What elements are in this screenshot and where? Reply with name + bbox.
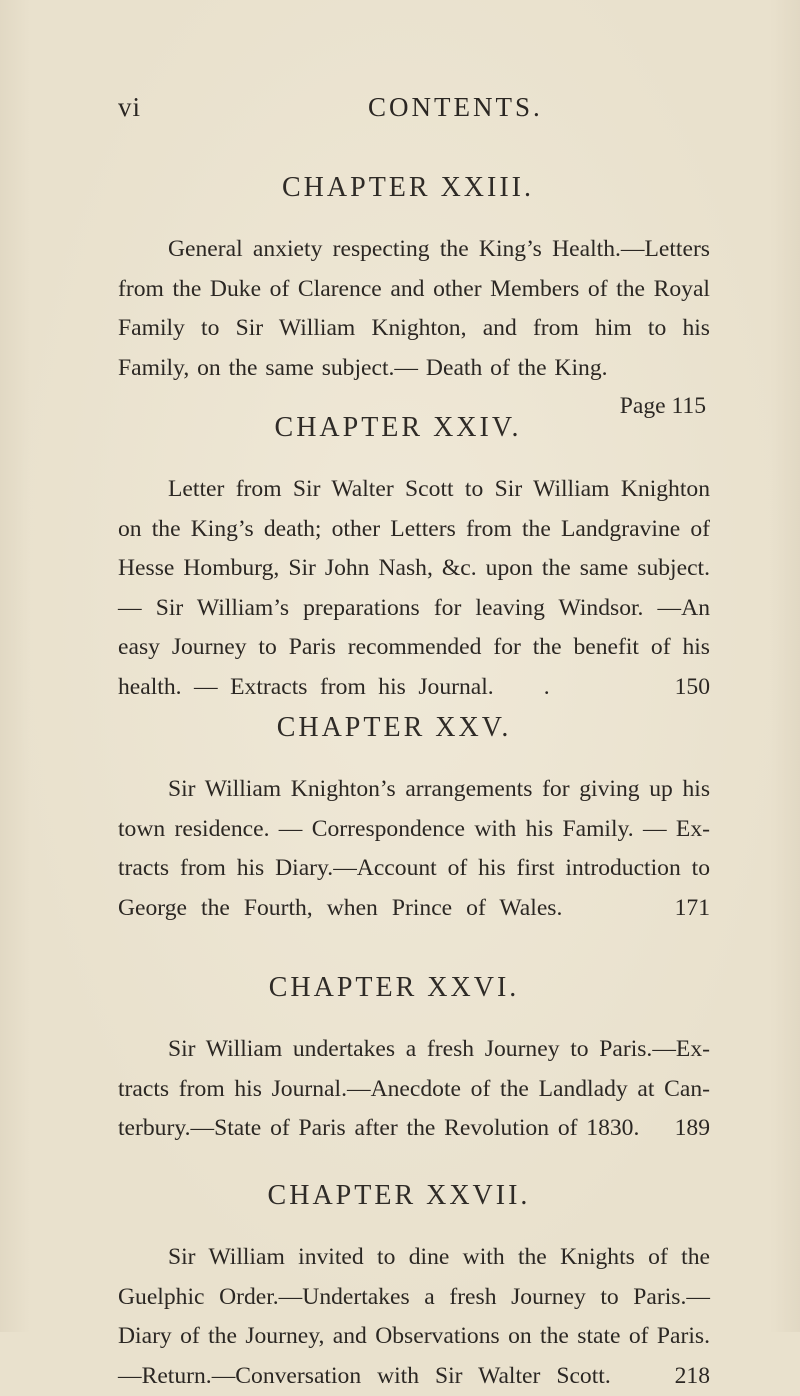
chapter-heading: CHAPTER XXIII. [282,172,534,203]
chapter-entry-xxvi [118,972,710,1149]
chapter-page-ref: 189 [674,1115,710,1141]
running-title: CONTENTS. [368,92,543,122]
chapter-entry-xxvii [118,1180,710,1396]
summary-text: Sir William invited to dine with the Knights of the Guelphic Order.—Undertakes a fresh Journey to Paris.— Diary of the Journey, and Observations on the state of Paris.—Return.—Conversation with Sir Walter Scott. [118,1244,710,1389]
summary-text: Sir William undertakes a fresh Journey to Paris.—Ex- tracts from his Journal.—Anecdote of the Landlady at Can- terbury.—State of Paris after the Revolution of 1830. [118,1036,710,1141]
chapter-summary: General anxiety respecting the King’s Health.—Letters from the Duke of Clarence and other Members of the Royal Family to Sir William Knighton, and from him to his Family, on the same subject.— Death of the King. [118,236,710,381]
chapter-summary: Letter from Sir Walter Scott to Sir William Knighton on the King’s death; other Letters from the Landgravine of Hesse Homburg, Sir John Nash, &c. upon the same subject. — Sir William’s preparations for leaving Windsor. —An easy Journey to Paris recommended for the benefit of his health. — Extracts from his Journal. . 150 [118,476,710,700]
summary-text: Sir William Knighton’s arrangements for giving up his town residence. — Correspondence with his Family. — Ex- tracts from his Diary.—Account of his first introduction to George the Fourth, when Prince of Wales. [118,776,710,921]
chapter-entry-xxiv [118,412,710,707]
chapter-summary [118,770,710,928]
chapter-heading: CHAPTER XXV. [276,712,512,743]
chapter-entry-xxv [118,712,710,928]
chapter-heading: CHAPTER XXIV. [274,412,522,443]
running-head [118,92,718,132]
chapter-page-ref: 171 [674,894,711,921]
chapter-page-ref: 218 [674,1362,710,1389]
chapter-heading: CHAPTER XXVII. [267,1180,531,1211]
chapter-page-ref: Page 115 [619,393,706,419]
chapter-page-ref: 150 [674,673,710,700]
chapter-summary [118,1238,710,1396]
chapter-summary [118,1030,710,1149]
summary-text: Letter from Sir Walter Scott to Sir William Knighton on the King’s death; other Letters from the Landgravine of Hesse Homburg, Sir John Nash, &c. upon the same subject. — Sir William’s preparations for leaving Windsor. —An easy Journey to Paris recommended for the benefit of his health. — Extracts from his Journal. [118,476,710,700]
chapter-entry-xxiii [118,172,710,424]
chapter-heading: CHAPTER XXVI. [268,972,520,1003]
page-number: vi [118,92,142,122]
